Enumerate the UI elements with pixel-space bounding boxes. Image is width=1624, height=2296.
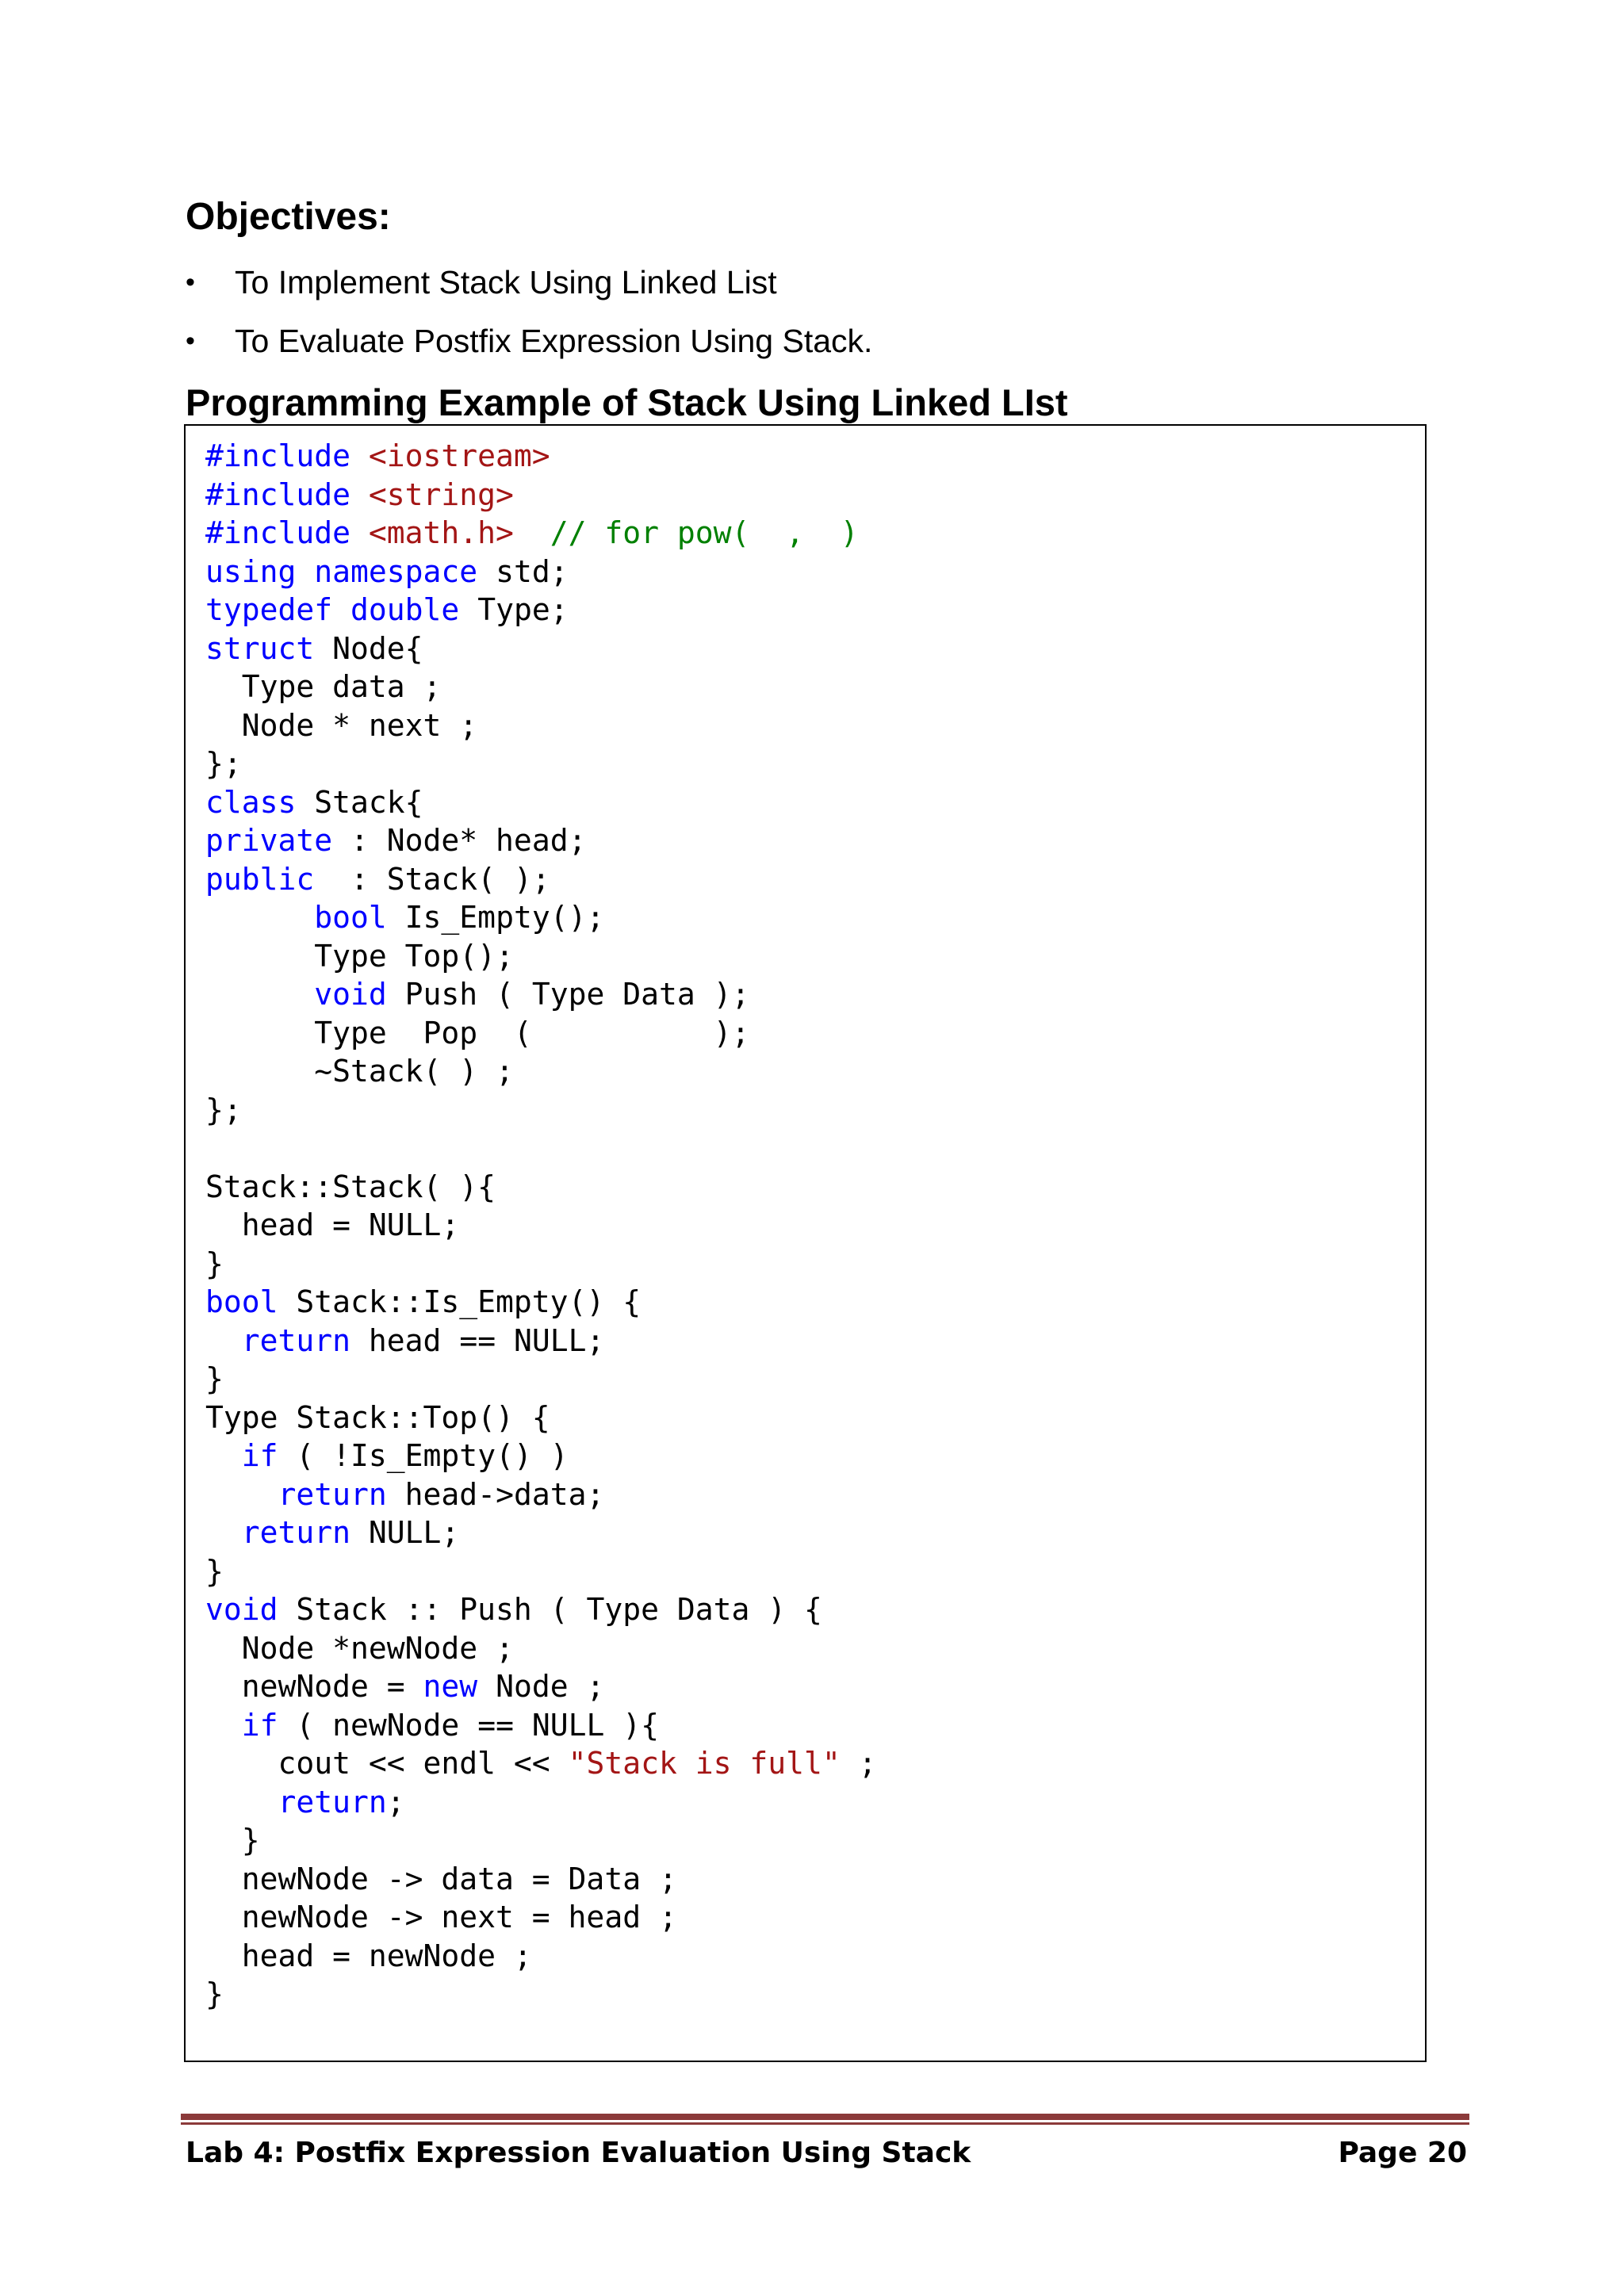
- code-text: Type;: [459, 592, 569, 627]
- code-line: [205, 1783, 877, 1822]
- code-text: [332, 592, 350, 627]
- footer-page-number: Page 20: [1338, 2137, 1467, 2169]
- bullet-icon: •: [186, 326, 195, 356]
- code-keyword: bool: [314, 900, 387, 935]
- code-text: Type data ;: [205, 669, 442, 704]
- code-text: Stack::Is_Empty() {: [278, 1284, 642, 1319]
- code-string: <iostream>: [368, 438, 550, 473]
- code-text: Stack :: Push ( Type Data ) {: [278, 1592, 822, 1627]
- code-keyword: #include: [205, 476, 369, 512]
- code-line: [205, 1283, 877, 1322]
- code-line: [205, 668, 877, 706]
- code-line: [205, 1206, 877, 1245]
- code-keyword: namespace: [314, 553, 478, 589]
- code-text: [205, 1477, 278, 1512]
- code-line: [205, 860, 877, 899]
- code-block: [205, 437, 877, 2014]
- code-line: [205, 1744, 877, 1783]
- code-text: Is_Empty();: [386, 900, 605, 935]
- code-text: newNode -> next = head ;: [205, 1900, 677, 1934]
- code-text: Type Stack::Top() {: [205, 1399, 550, 1435]
- code-line: [205, 1898, 877, 1937]
- code-keyword: return: [278, 1784, 387, 1820]
- code-line: [205, 514, 877, 553]
- code-text: Stack{: [296, 784, 423, 820]
- code-text: }: [205, 1361, 224, 1396]
- code-text: head = newNode ;: [205, 1938, 532, 1973]
- example-heading: Programming Example of Stack Using Linked LIst: [186, 381, 1068, 423]
- code-text: ;: [840, 1746, 877, 1781]
- code-line: [205, 1975, 877, 2014]
- code-text: : Node* head;: [332, 823, 587, 858]
- code-comment: // for pow( , ): [513, 515, 859, 550]
- code-line: [205, 1399, 877, 1437]
- code-text: Node *newNode ;: [205, 1630, 514, 1666]
- code-text: NULL;: [350, 1515, 460, 1550]
- code-line: [205, 1937, 877, 1976]
- list-item: [186, 320, 872, 379]
- code-string: <math.h>: [368, 515, 514, 550]
- code-keyword: public: [205, 861, 315, 897]
- code-line: [205, 1590, 877, 1629]
- code-text: };: [205, 746, 242, 781]
- code-text: ~Stack( ) ;: [205, 1054, 514, 1089]
- code-line: [205, 476, 877, 515]
- objective-text: To Evaluate Postfix Expression Using Stack.: [235, 323, 873, 359]
- code-keyword: typedef: [205, 592, 333, 627]
- code-keyword: struct: [205, 630, 315, 666]
- code-text: ( !Is_Empty() ): [278, 1438, 569, 1473]
- code-line: [205, 629, 877, 668]
- code-keyword: return: [278, 1476, 387, 1512]
- code-keyword: #include: [205, 438, 369, 473]
- code-text: head = NULL;: [205, 1207, 460, 1242]
- code-keyword: class: [205, 784, 297, 820]
- code-keyword: #include: [205, 515, 369, 550]
- code-keyword: using: [205, 553, 297, 589]
- code-line: [205, 1168, 877, 1207]
- list-item: [186, 262, 872, 320]
- code-line: [205, 1706, 877, 1745]
- code-text: [205, 1515, 242, 1550]
- code-line: [205, 1014, 877, 1053]
- code-line: [205, 1091, 877, 1130]
- code-text: Node * next ;: [205, 707, 478, 743]
- footer-lab-title: Lab 4: Postfix Expression Evaluation Using Stack: [186, 2137, 971, 2169]
- code-line: [205, 975, 877, 1014]
- code-keyword: if: [241, 1438, 278, 1473]
- code-text: head == NULL;: [350, 1322, 605, 1358]
- code-text: [205, 1438, 242, 1473]
- code-listing-box: [184, 424, 1427, 2062]
- code-line: [205, 821, 877, 860]
- code-line: [205, 744, 877, 783]
- code-text: Node{: [314, 630, 423, 666]
- code-line: [205, 1667, 877, 1706]
- code-line: [205, 1860, 877, 1899]
- code-text: newNode =: [205, 1669, 423, 1704]
- code-text: }: [205, 1246, 224, 1281]
- code-text: [205, 977, 314, 1012]
- footer-rule-thin: [181, 2122, 1469, 2125]
- code-text: [205, 1785, 278, 1820]
- code-text: }: [205, 1823, 260, 1858]
- code-text: head->data;: [386, 1476, 605, 1512]
- code-text: [205, 1323, 242, 1358]
- code-text: ( newNode == NULL ){: [278, 1707, 659, 1743]
- code-text: Type Pop ( );: [205, 1015, 750, 1050]
- code-line: [205, 553, 877, 591]
- code-keyword: void: [314, 977, 387, 1012]
- code-line: [205, 1322, 877, 1360]
- code-keyword: bool: [205, 1284, 278, 1319]
- code-text: std;: [477, 553, 569, 589]
- code-line: [205, 1513, 877, 1552]
- code-keyword: double: [350, 592, 460, 627]
- code-line: [205, 937, 877, 976]
- bullet-icon: •: [186, 267, 195, 297]
- code-text: Push ( Type Data );: [386, 977, 750, 1012]
- code-text: }: [205, 1976, 224, 2011]
- code-text: Type Top();: [205, 938, 514, 974]
- code-text: Node ;: [477, 1669, 605, 1704]
- code-text: : Stack( );: [314, 861, 550, 897]
- code-line: [205, 1360, 877, 1399]
- objective-text: To Implement Stack Using Linked List: [235, 264, 777, 300]
- code-text: }: [205, 1553, 224, 1589]
- code-line: [205, 1437, 877, 1475]
- footer-rule: [181, 2114, 1469, 2120]
- code-line: [205, 783, 877, 822]
- code-keyword: void: [205, 1592, 278, 1627]
- code-keyword: if: [241, 1707, 278, 1743]
- code-line: [205, 591, 877, 629]
- code-text: [296, 554, 314, 589]
- code-text: Stack::Stack( ){: [205, 1169, 496, 1204]
- code-line: [205, 437, 877, 476]
- code-line: [205, 1629, 877, 1668]
- code-text: cout << endl <<: [205, 1746, 569, 1781]
- code-line: [205, 1552, 877, 1591]
- code-text: [205, 1708, 242, 1743]
- code-line: [205, 1129, 877, 1168]
- code-line: [205, 898, 877, 937]
- code-keyword: return: [241, 1322, 351, 1358]
- code-line: [205, 706, 877, 745]
- code-line: [205, 1052, 877, 1091]
- code-line: [205, 1475, 877, 1514]
- code-line: [205, 1245, 877, 1284]
- objectives-heading: Objectives:: [186, 196, 391, 238]
- code-text: ;: [386, 1784, 405, 1820]
- code-text: newNode -> data = Data ;: [205, 1861, 677, 1896]
- code-keyword: private: [205, 823, 333, 858]
- code-keyword: new: [423, 1669, 478, 1704]
- objectives-list: [186, 262, 872, 379]
- code-keyword: return: [241, 1515, 351, 1550]
- code-string: "Stack is full": [568, 1746, 841, 1781]
- code-text: [205, 900, 314, 935]
- code-text: };: [205, 1092, 242, 1127]
- code-line: [205, 1821, 877, 1860]
- code-string: <string>: [368, 476, 514, 512]
